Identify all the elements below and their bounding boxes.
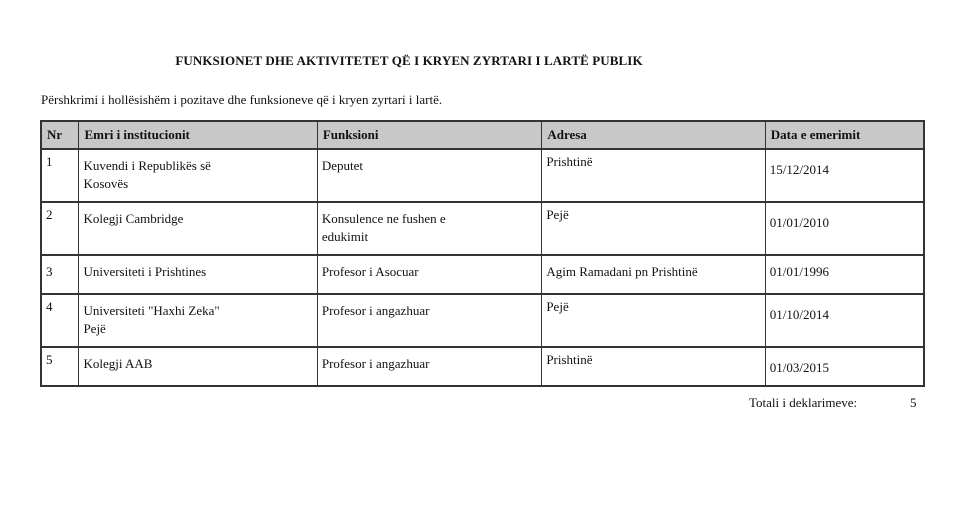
cell-institution-line1: Kolegji AAB xyxy=(83,356,153,371)
cell-institution-line1: Kolegji Cambridge xyxy=(83,211,184,226)
cell-date: 01/03/2015 xyxy=(765,347,924,386)
header-date: Data e emerimit xyxy=(765,121,924,149)
cell-function xyxy=(317,294,541,347)
cell-function-line1: Profesor i angazhuar xyxy=(321,303,430,318)
cell-function-line1: Deputet xyxy=(321,158,364,173)
cell-institution xyxy=(79,347,317,386)
table-row xyxy=(41,149,924,202)
cell-date: 15/12/2014 xyxy=(765,149,924,202)
header-address: Adresa xyxy=(542,121,765,149)
cell-institution-line2: Kosovës xyxy=(83,176,129,191)
page-title: FUNKSIONET DHE AKTIVITETET QË I KRYEN ZYRTARI I LARTË PUBLIK xyxy=(175,53,643,68)
cell-nr: 3 xyxy=(41,255,79,294)
header-nr: Nr xyxy=(41,121,79,149)
cell-address: Pejë xyxy=(542,202,765,255)
cell-address: Prishtinë xyxy=(542,149,765,202)
page-subtitle: Përshkrimi i hollësishëm i pozitave dhe funksioneve që i kryen zyrtari i lartë. xyxy=(41,92,443,107)
cell-function-line1: Profesor i angazhuar xyxy=(321,356,430,371)
cell-date: 01/01/1996 xyxy=(765,255,924,294)
header-function: Funksioni xyxy=(317,121,541,149)
cell-institution-line1: Universiteti i Prishtines xyxy=(83,264,207,279)
cell-address: Pejë xyxy=(542,294,765,347)
header-institution: Emri i institucionit xyxy=(79,121,317,149)
cell-function xyxy=(317,202,541,255)
cell-function xyxy=(317,149,541,202)
cell-date: 01/01/2010 xyxy=(765,202,924,255)
cell-institution-line1: Kuvendi i Republikës së xyxy=(83,158,211,173)
cell-function-line2: edukimit xyxy=(321,229,369,244)
cell-institution xyxy=(79,149,317,202)
table-row xyxy=(41,347,924,386)
cell-nr: 5 xyxy=(41,347,79,386)
cell-institution-line1: Universiteti "Haxhi Zeka" xyxy=(83,303,220,318)
total-value: 5 xyxy=(910,395,917,410)
cell-nr: 4 xyxy=(41,294,79,347)
cell-nr: 1 xyxy=(41,149,79,202)
total-label: Totali i deklarimeve: xyxy=(749,395,858,410)
table-row xyxy=(41,294,924,347)
cell-institution xyxy=(79,294,317,347)
table-header-row xyxy=(41,121,924,149)
cell-institution-line2: Pejë xyxy=(83,321,106,336)
cell-function xyxy=(317,255,541,294)
cell-nr: 2 xyxy=(41,202,79,255)
cell-function-line1: Konsulence ne fushen e xyxy=(321,211,446,226)
cell-institution xyxy=(79,255,317,294)
cell-function-line1: Profesor i Asocuar xyxy=(321,264,419,279)
cell-address: Agim Ramadani pn Prishtinë xyxy=(542,255,765,294)
table-row xyxy=(41,202,924,255)
cell-institution xyxy=(79,202,317,255)
functions-table xyxy=(40,120,925,387)
cell-date: 01/10/2014 xyxy=(765,294,924,347)
cell-address: Prishtinë xyxy=(542,347,765,386)
cell-function xyxy=(317,347,541,386)
table-row xyxy=(41,255,924,294)
